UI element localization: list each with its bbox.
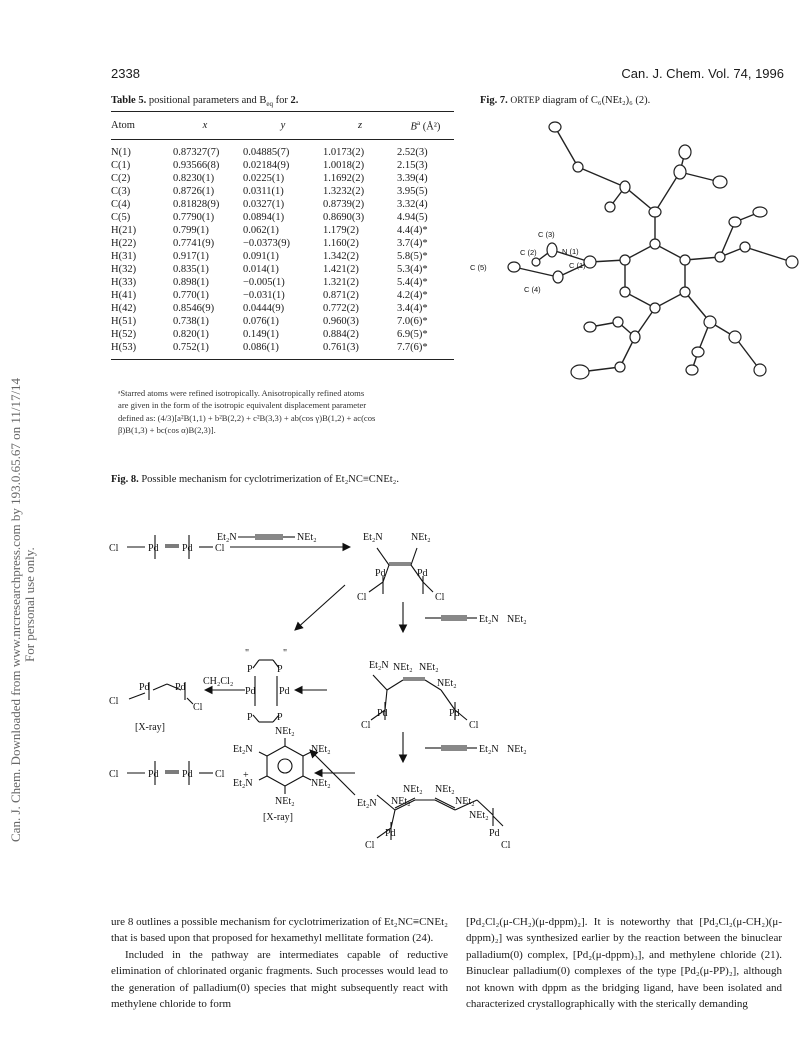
cell-y: 0.0327(1): [243, 198, 285, 210]
scheme-p: P: [247, 712, 253, 723]
cell-y: 0.0894(1): [243, 211, 285, 223]
header-x: x: [167, 112, 243, 140]
scheme-et2n: Et₂N: [233, 778, 253, 789]
cell-z: 1.0173(2): [323, 146, 365, 158]
cell-b: 3.4(4)*: [397, 303, 428, 315]
mechanism-scheme: [105, 510, 565, 870]
cell-x: 0.7741(9): [173, 237, 215, 249]
scheme-cl: Cl: [215, 543, 225, 554]
table-row: [111, 315, 454, 328]
table-row: [111, 276, 454, 289]
scheme-pd: Pd: [182, 769, 193, 780]
cell-y: 0.04885(7): [243, 146, 290, 158]
scheme-net2: NEt₂: [275, 726, 295, 737]
cell-z: 1.0018(2): [323, 159, 365, 171]
scheme-cl: Cl: [215, 769, 225, 780]
cell-atom: H(22): [111, 237, 137, 249]
scheme-ch2cl2: CH₂Cl₂: [203, 676, 234, 687]
cell-atom: H(41): [111, 290, 137, 302]
cell-atom: H(51): [111, 316, 137, 328]
scheme-net2: NEt₂: [403, 784, 423, 795]
cell-y: 0.0311(1): [243, 185, 284, 197]
scheme-pd: Pd: [375, 568, 386, 579]
cell-b: 3.95(5): [397, 185, 428, 197]
cell-y: −0.031(1): [243, 290, 285, 302]
scheme-p: P: [277, 664, 283, 675]
scheme-net2: NEt₂: [437, 678, 457, 689]
scheme-pd: Pd: [489, 828, 500, 839]
scheme-net2: NEt₂: [411, 532, 431, 543]
scheme-pd: Pd: [148, 543, 159, 554]
cell-atom: C(5): [111, 211, 131, 223]
atom-label-c3: C (3): [538, 230, 555, 239]
scheme-cl: Cl: [109, 543, 119, 554]
cell-b: 4.4(4)*: [397, 224, 428, 236]
cell-b: 2.52(3): [397, 146, 428, 158]
cell-atom: C(3): [111, 185, 131, 197]
scheme-et2n: Et₂N: [357, 798, 377, 809]
scheme-pd: Pd: [175, 682, 186, 693]
stamp-line-1: Can. J. Chem. Downloaded from www.nrcresearchpress.com by 193.0.65.67 on 11/17/14: [8, 377, 23, 842]
table-caption-sub: eq: [266, 100, 273, 109]
scheme-net2: NEt₂: [275, 796, 295, 807]
scheme-cl: Cl: [361, 720, 371, 731]
cell-x: 0.820(1): [173, 329, 209, 341]
cell-atom: H(21): [111, 224, 137, 236]
table-row: [111, 237, 454, 250]
cell-b: 3.7(4)*: [397, 237, 428, 249]
table-caption-compound: 2.: [290, 95, 299, 106]
positional-parameters-table: [111, 111, 454, 360]
cell-x: 0.8726(1): [173, 185, 215, 197]
cell-x: 0.770(1): [173, 290, 209, 302]
scheme-et2n: Et₂N: [479, 744, 499, 755]
cell-x: 0.898(1): [173, 276, 209, 288]
scheme-net2: NEt₂: [311, 778, 331, 789]
body-column-left: [111, 914, 448, 1012]
stamp-line-2: For personal use only.: [22, 547, 37, 662]
scheme-cl: Cl: [109, 696, 119, 707]
cell-z: 0.871(2): [323, 290, 359, 302]
cell-x: 0.917(1): [173, 250, 209, 262]
scheme-et2n: Et₂N: [233, 744, 253, 755]
cell-x: 0.752(1): [167, 341, 243, 360]
scheme-pd: Pd: [449, 708, 460, 719]
table-row: [111, 341, 454, 360]
scheme-et2n: Et₂N: [479, 614, 499, 625]
cell-y: 0.149(1): [243, 329, 279, 341]
scheme-quote: ": [283, 648, 288, 659]
scheme-net2: NEt₂: [391, 796, 411, 807]
cell-x: 0.93566(8): [173, 159, 220, 171]
scheme-pd: Pd: [279, 686, 290, 697]
fig8-text: Possible mechanism for cyclotrimerization of Et₂NC≡CNEt₂.: [141, 474, 399, 485]
side-download-stamp: [0, 0, 40, 1051]
scheme-p: P: [247, 664, 253, 675]
cell-atom: H(33): [111, 276, 137, 288]
scheme-cl: Cl: [109, 769, 119, 780]
table-caption-tail: for: [275, 95, 288, 106]
cell-y: 0.076(1): [243, 316, 279, 328]
scheme-pd: Pd: [245, 686, 256, 697]
table-row: [111, 198, 454, 211]
cell-atom: H(52): [111, 329, 137, 341]
table-row: [111, 289, 454, 302]
scheme-net2: NEt₂: [455, 796, 475, 807]
cell-y: 0.0444(9): [243, 303, 285, 315]
cell-z: 1.1692(2): [323, 172, 365, 184]
footnote-line: β)B(1,3) + bc(cos α)B(2,3)].: [118, 424, 216, 435]
cell-z: 1.421(2): [323, 263, 359, 275]
cell-b: 2.15(3): [397, 159, 428, 171]
scheme-cl: Cl: [365, 840, 375, 851]
fig7-caption: [480, 95, 650, 106]
cell-x: 0.835(1): [173, 263, 209, 275]
table-row: [111, 250, 454, 263]
atom-label-n1: N (1): [562, 247, 579, 256]
cell-y: 0.086(1): [243, 341, 323, 360]
scheme-et2n: Et₂N: [217, 532, 237, 543]
page-number: 2338: [111, 66, 140, 81]
cell-y: 0.0225(1): [243, 172, 285, 184]
journal-reference: Can. J. Chem. Vol. 74, 1996: [621, 66, 784, 81]
table-row: [111, 172, 454, 185]
cell-b: 4.2(4)*: [397, 290, 428, 302]
header-b: [397, 112, 454, 140]
cell-x: 0.81828(9): [173, 198, 220, 210]
cell-x: 0.7790(1): [173, 211, 215, 223]
fig7-label: Fig. 7.: [480, 95, 508, 106]
cell-atom: N(1): [111, 146, 131, 158]
table-caption-label: Table 5.: [111, 95, 147, 106]
header-atom: Atom: [111, 112, 167, 140]
cell-b: 7.0(6)*: [397, 316, 428, 328]
cell-atom: H(42): [111, 303, 137, 315]
header-b-symbol: B: [410, 121, 417, 133]
table-row: [111, 263, 454, 276]
cell-atom: C(2): [111, 172, 131, 184]
scheme-pd: Pd: [139, 682, 150, 693]
table-row: [111, 328, 454, 341]
scheme-plus: +: [243, 770, 249, 781]
atom-label-c2: C (2): [520, 248, 537, 257]
scheme-et2n: Et₂N: [369, 660, 389, 671]
atom-label-c4: C (4): [524, 285, 541, 294]
cell-z: 0.8739(2): [323, 198, 365, 210]
cell-atom: H(31): [111, 250, 137, 262]
scheme-pd: Pd: [148, 769, 159, 780]
cell-y: 0.062(1): [243, 224, 279, 236]
table-row: [111, 159, 454, 172]
cell-x: 0.799(1): [173, 224, 209, 236]
cell-atom: H(32): [111, 263, 137, 275]
cell-z: 0.884(2): [323, 329, 359, 341]
cell-b: 5.8(5)*: [397, 250, 428, 262]
cell-y: 0.014(1): [243, 263, 279, 275]
cell-y: −0.0373(9): [243, 237, 291, 249]
cell-b: 7.7(6)*: [397, 341, 454, 360]
footnote-line: are given in the form of the isotropic equivalent displacement parameter: [118, 400, 367, 411]
cell-z: 0.761(3): [323, 341, 397, 360]
cell-z: 1.3232(2): [323, 185, 365, 197]
cell-x: 0.738(1): [173, 316, 209, 328]
ortep-diagram: [470, 112, 810, 412]
cell-b: 5.4(4)*: [397, 276, 428, 288]
table-row: [111, 302, 454, 315]
atom-label-c1: C (1): [569, 261, 586, 270]
footnote-line: ᵃStarred atoms were refined isotropically. Anisotropically refined atoms: [118, 388, 365, 398]
scheme-pd: Pd: [385, 828, 396, 839]
footnote-line: defined as: (4/3)[a²B(1,1) + b²B(2,2) + c²B(3,3) + ab(cos γ)B(1,2) + ac(cos: [118, 412, 376, 423]
header-b-unit: (Å²): [422, 121, 441, 133]
scheme-net2: NEt₂: [393, 662, 413, 673]
cell-atom: C(1): [111, 159, 131, 171]
cell-z: 1.179(2): [323, 224, 359, 236]
body-column-right: [466, 914, 782, 1012]
cell-x: 0.87327(7): [173, 146, 220, 158]
fig8-label: Fig. 8.: [111, 474, 139, 485]
scheme-pd: Pd: [417, 568, 428, 579]
scheme-cl: Cl: [501, 840, 511, 851]
scheme-net2: NEt₂: [507, 614, 527, 625]
scheme-pd: Pd: [182, 543, 193, 554]
body-paragraph: [Pd₂Cl₂(μ-CH₂)(μ-dppm)₂]. It is noteworthy that [Pd₂Cl₂(μ-CH₂)(μ-dppm)₂] was synthesized earlier by the reaction between the binuclear palladium(0) complex, [Pd₂(μ-dppm)₃], and methylene chloride (21). Binuclear palladium(0) complexes of the type [Pd₂(μ-PP)₂], although not known with dppm as the bridging ligand, have been isolated and characterized crystallographically with the sterically demanding: [466, 916, 782, 1011]
cell-y: −0.005(1): [243, 276, 285, 288]
table-body: [111, 139, 454, 360]
fig7-text: diagram of C₆(NEt₂)₆ (2).: [542, 95, 651, 106]
table-caption-text: positional parameters and B: [148, 95, 267, 106]
cell-z: 0.8690(3): [323, 211, 365, 223]
scheme-quote: ": [245, 648, 250, 659]
cell-b: 3.32(4): [397, 198, 428, 210]
scheme-net2: NEt₂: [507, 744, 527, 755]
scheme-p: P: [277, 712, 283, 723]
table-caption: [111, 95, 298, 108]
table-row: [111, 139, 454, 159]
cell-atom: H(53): [111, 341, 167, 360]
scheme-net2: NEt₂: [435, 784, 455, 795]
cell-b: 3.39(4): [397, 172, 428, 184]
scheme-xray-1: [X-ray]: [135, 722, 165, 733]
header-y: y: [243, 112, 323, 140]
fig7-ortep: ORTEP: [510, 96, 540, 106]
cell-z: 1.342(2): [323, 250, 359, 262]
scheme-cl: Cl: [193, 702, 203, 713]
header-b-note: a: [416, 119, 421, 127]
header-z: z: [323, 112, 397, 140]
cell-z: 1.160(2): [323, 237, 359, 249]
cell-b: 5.3(4)*: [397, 263, 428, 275]
scheme-net2: NEt₂: [469, 810, 489, 821]
table-row: [111, 224, 454, 237]
scheme-net2: NEt₂: [311, 744, 331, 755]
cell-b: 4.94(5): [397, 211, 428, 223]
fig8-caption: [111, 474, 399, 485]
cell-z: 0.772(2): [323, 303, 359, 315]
cell-b: 6.9(5)*: [397, 329, 428, 341]
cell-y: 0.02184(9): [243, 159, 290, 171]
table-row: [111, 211, 454, 224]
scheme-cl: Cl: [435, 592, 445, 603]
scheme-net2: NEt₂: [419, 662, 439, 673]
cell-x: 0.8546(9): [173, 303, 215, 315]
table-row: [111, 185, 454, 198]
body-paragraph: Included in the pathway are intermediates capable of reductive elimination of chlorinated organic fragments. Such processes would lead to the generation of palladium(0) species that might subsequently react with methylene chloride to form: [111, 948, 448, 1011]
cell-x: 0.8230(1): [173, 172, 215, 184]
benzene-ring: [625, 244, 685, 308]
cell-z: 1.321(2): [323, 276, 359, 288]
atom-label-c5: C (5): [470, 263, 487, 272]
cell-y: 0.091(1): [243, 250, 279, 262]
table-header-row: [111, 112, 454, 140]
body-paragraph: ure 8 outlines a possible mechanism for cyclotrimerization of Et₂NC≡CNEt₂ that is based upon that proposed for hexamethyl mellitate formation (24).: [111, 916, 448, 945]
cell-z: 0.960(3): [323, 316, 359, 328]
table-footnote: [118, 387, 452, 436]
scheme-cl: Cl: [469, 720, 479, 731]
cell-atom: C(4): [111, 198, 131, 210]
scheme-et2n: Et₂N: [363, 532, 383, 543]
scheme-pd: Pd: [377, 708, 388, 719]
scheme-cl: Cl: [357, 592, 367, 603]
scheme-net2: NEt₂: [297, 532, 317, 543]
scheme-xray-2: [X-ray]: [263, 812, 293, 823]
